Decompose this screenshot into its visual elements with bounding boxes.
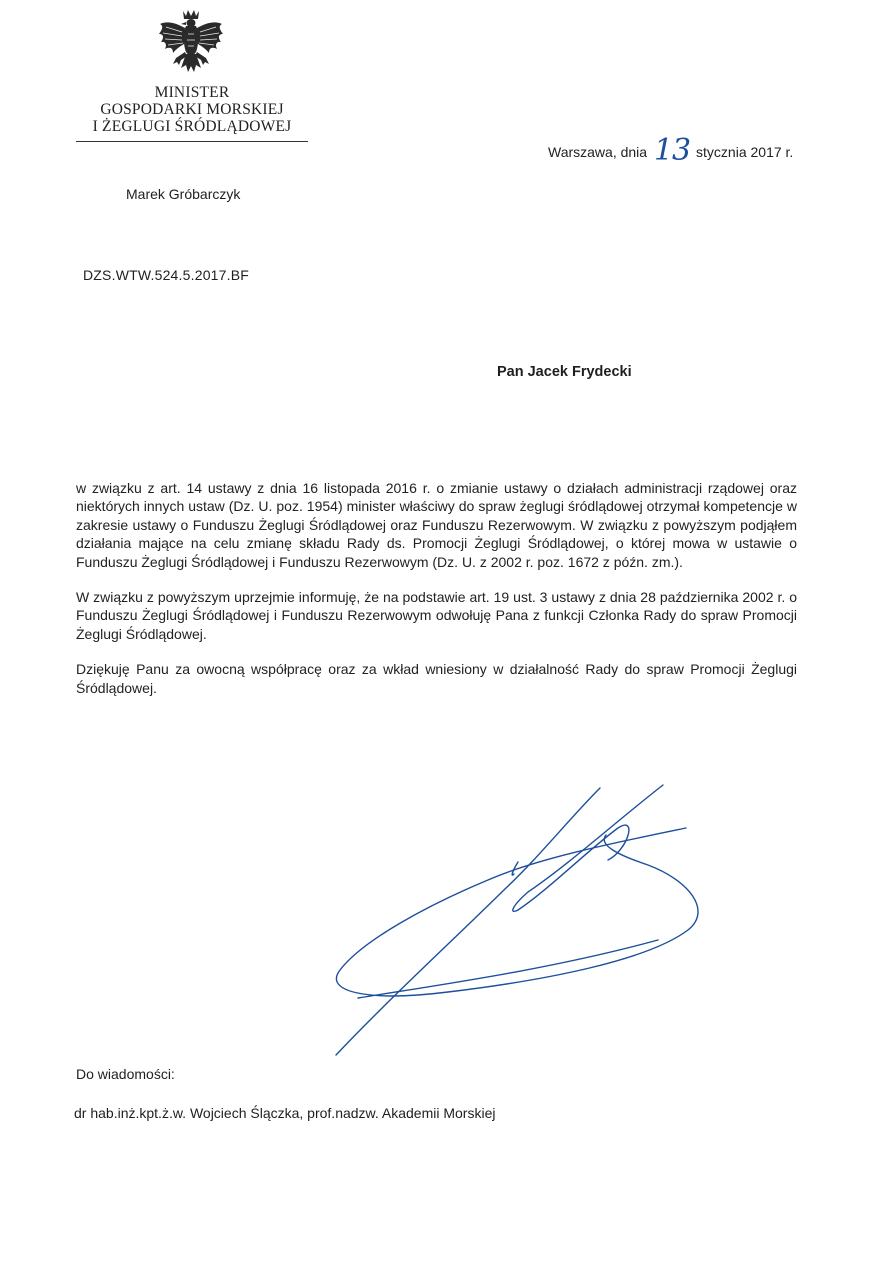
recipient-name: Pan Jacek Frydecki xyxy=(497,364,632,380)
ministry-line: MINISTER xyxy=(154,84,230,101)
body-paragraph: W związku z powyższym uprzejmie informuję, że na podstawie art. 19 ust. 3 ustawy z dnia 28 października 2002 r. o Funduszu Żeglugi Śródlądowej i Funduszu Rezerwowym odwołuję Pana z funkcji Członka Rady do spraw Promocji Żeglugi Śródlądowej. xyxy=(76,589,797,642)
eagle-emblem-icon xyxy=(156,8,226,82)
handwritten-signature xyxy=(318,770,708,1070)
cc-label: Do wiadomości: xyxy=(76,1066,175,1082)
date-prefix: Warszawa, dnia xyxy=(548,144,648,160)
body-paragraph: Dziękuję Panu za owocną współpracę oraz za wkład wniesiony w działalność Rady do spraw Promocji Żeglugi Śródlądowej. xyxy=(76,661,797,696)
cc-recipient: dr hab.inż.kpt.ż.w. Wojciech Ślączka, prof.nadzw. Akademii Morskiej xyxy=(74,1105,496,1121)
ministry-line: I ŻEGLUGI ŚRÓDLĄDOWEJ xyxy=(92,118,292,135)
date-line xyxy=(548,133,808,168)
letter-body xyxy=(76,479,797,714)
date-suffix: stycznia 2017 r. xyxy=(696,144,794,160)
ministry-heading xyxy=(76,84,308,135)
body-paragraph: w związku z art. 14 ustawy z dnia 16 listopada 2016 r. o zmianie ustawy o działach administracji rządowej oraz niektórych innych ustaw (Dz. U. poz. 1954) minister właściwy do spraw żeglugi śródlądowej otrzymał kompetencje w zakresie ustawy o Funduszu Żeglugi Śródlądowej oraz Funduszu Rezerwowym. W związku z powyższym podjąłem działania mające na celu zmianę składu Rady ds. Promocji Żeglugi Śródlądowej, o której mowa w ustawie o Funduszu Żeglugi Śródlądowej i Funduszu Rezerwowym (Dz. U. z 2002 r. poz. 1672 z późn. zm.). xyxy=(76,480,797,570)
heading-divider xyxy=(76,141,308,142)
reference-number: DZS.WTW.524.5.2017.BF xyxy=(83,267,250,283)
date-day-handwritten: 13 xyxy=(653,133,691,168)
ministry-line: GOSPODARKI MORSKIEJ xyxy=(100,101,284,118)
sender-name: Marek Gróbarczyk xyxy=(126,186,241,202)
